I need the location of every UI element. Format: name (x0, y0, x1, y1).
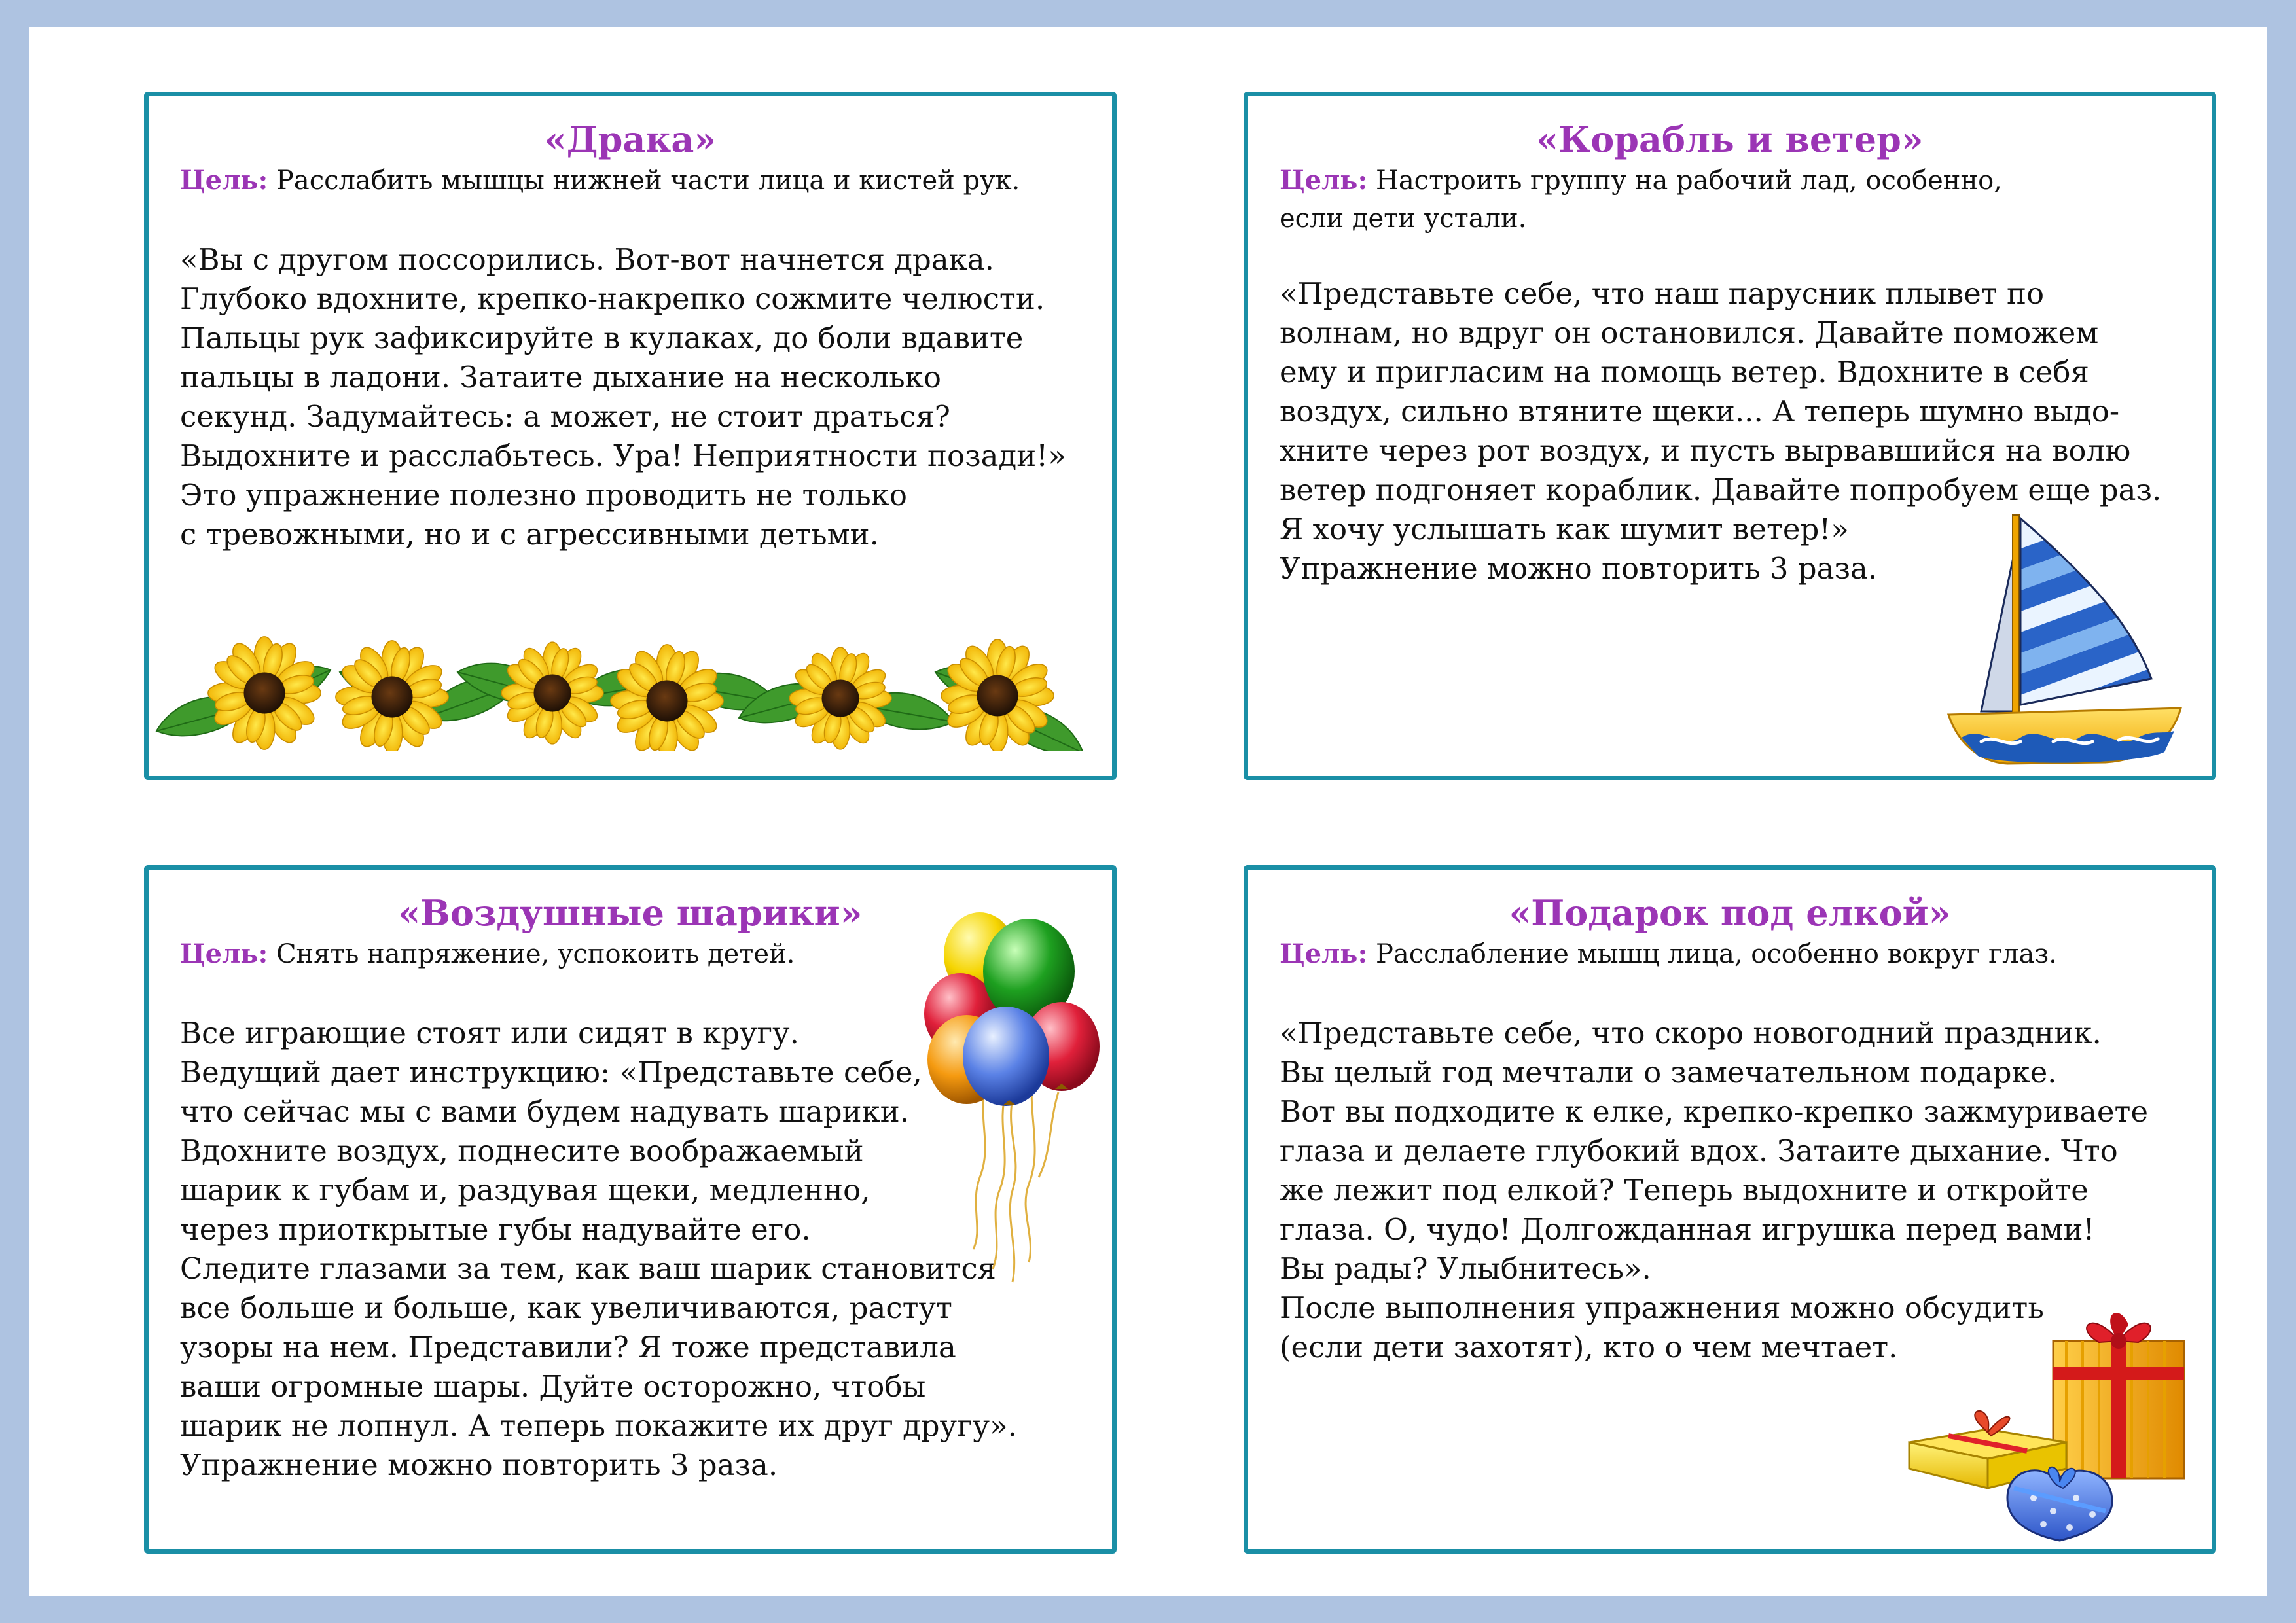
goal-text: Снять напряжение, успокоить детей. (276, 939, 795, 969)
sailboat-icon (1942, 508, 2191, 770)
card-title: «Подарок под елкой» (1509, 892, 1951, 934)
goal-text: Настроить группу на рабочий лад, особенно, если дети устали. (1280, 166, 2002, 234)
gift-boxes-icon (1903, 1302, 2204, 1544)
card-body-text: «Представьте себе, что наш парусник плывет по волнам, но вдруг он остановился. Давайте поможем ему и пригласим на помощь ветер. Вдохните в себя воздух, сильно втяните щеки... А теперь шумно выдо- хните через рот воздух, и пусть вырвавшийся на волю ветер подгоняет кораблик. Давайте попробуем еще раз. Я хочу услышать как шумит ветер!» Упражнение можно повторить 3 раза. (1280, 276, 2162, 586)
card-title: «Воздушные шарики» (398, 892, 863, 934)
exercise-card-gift-under-tree (1244, 865, 2216, 1554)
balloons-icon (914, 883, 1111, 1289)
goal-text: Расслабление мышц лица, особенно вокруг глаз. (1375, 939, 2057, 969)
sunflowers-icon (150, 633, 1112, 751)
card-title: «Драка» (544, 118, 717, 160)
card-body-text: «Представьте себе, что скоро новогодний праздник. Вы целый год мечтали о замечательном подарке. Вот вы подходите к елке, крепко-крепко зажмуриваете глаза и делаете глубокий вдох. Затаите дыхание. Что же лежит под елкой? Теперь выдохните и откройте глаза. О, чудо! Долгожданная игрушка перед вами! Вы рады? Улыбнитесь». После выполнения упражнения можно обсудить (если дети захотят), кто о чем мечтает. (1280, 1016, 2149, 1364)
card-title: «Корабль и ветер» (1536, 118, 1924, 160)
card-body-text: «Вы с другом поссорились. Вот-вот начнется драка. Глубоко вдохните, крепко-накрепко сожмите челюсти. Пальцы рук зафиксируйте в кулаках, до боли вдавите пальцы в ладони. Затаите дыхание на несколько секунд. Задумайтесь: а может, не стоит драться? Выдохните и расслабьтесь. Ура! Неприятности позади!» Это упражнение полезно проводить не только с тревожными, но и с агрессивными детьми. (180, 242, 1066, 552)
card-goal (1280, 162, 2196, 238)
goal-text: Расслабить мышцы нижней части лица и кистей рук. (276, 166, 1020, 196)
exercise-card-fight (144, 92, 1117, 780)
card-body-text: Все играющие стоят или сидят в кругу. Ведущий дает инструкцию: «Представьте себе, что сейчас мы с вами будем надувать шарики. Вдохните воздух, поднесите воображаемый шарик к губам и, раздувая щеки, медленно, через приоткрытые губы надувайте его. Следите глазами за тем, как ваш шарик становится все больше и больше, как увеличиваются, растут узоры на нем. Представили? Я тоже представила ваши огромные шары. Дуйте осторожно, чтобы шарик не лопнул. А теперь покажите их друг другу». Упражнение можно повторить 3 раза. (180, 1016, 1017, 1482)
goal-label: Цель: (1280, 165, 1368, 196)
card-goal (180, 162, 1096, 200)
worksheet-page (29, 27, 2267, 1596)
exercise-card-ship-and-wind (1244, 92, 2216, 780)
goal-label: Цель: (1280, 938, 1368, 969)
goal-label: Цель: (180, 165, 268, 196)
goal-label: Цель: (180, 938, 268, 969)
exercise-card-balloons (144, 865, 1117, 1554)
card-goal (1280, 935, 2196, 973)
